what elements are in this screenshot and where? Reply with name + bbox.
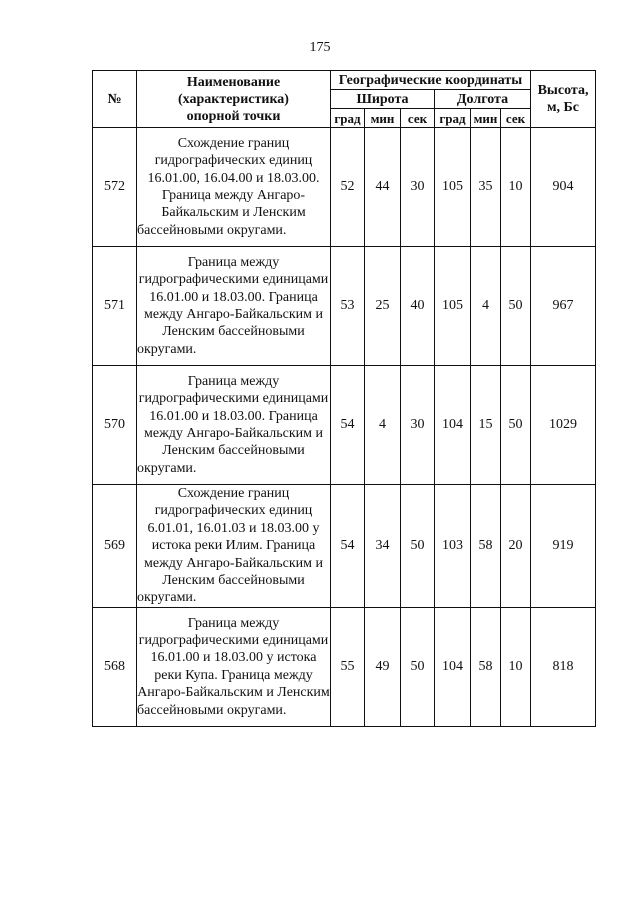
lat-min: 34 [365, 485, 401, 608]
height-value: 919 [531, 485, 596, 608]
lon-sec: 10 [501, 128, 531, 247]
lat-sec: 50 [401, 607, 435, 726]
col-header-lon-min: мин [471, 109, 501, 128]
lat-min: 44 [365, 128, 401, 247]
row-description: Граница между гидрографическими единицами 16.01.00 и 18.03.00. Граница между Ангаро-Байкальским и Ленским бассейновыми округами. [137, 366, 331, 485]
page-number: 175 [309, 40, 331, 55]
row-number: 572 [93, 128, 137, 247]
col-header-latitude: Широта [331, 90, 435, 109]
row-number: 568 [93, 607, 137, 726]
lon-deg: 104 [435, 607, 471, 726]
table-row [93, 128, 596, 247]
table-row [93, 607, 596, 726]
table-row [93, 366, 596, 485]
lat-sec: 30 [401, 128, 435, 247]
lon-deg: 104 [435, 366, 471, 485]
lon-deg: 105 [435, 247, 471, 366]
lon-sec: 10 [501, 607, 531, 726]
height-value: 967 [531, 247, 596, 366]
row-description: Граница между гидрографическими единицами 16.01.00 и 18.03.00. Граница между Ангаро-Байкальским и Ленским бассейновыми округами. [137, 247, 331, 366]
col-header-longitude: Долгота [435, 90, 531, 109]
col-header-name-line1: Наименование [186, 74, 281, 90]
lat-deg: 54 [331, 366, 365, 485]
col-header-lon-deg: град [435, 109, 471, 128]
lon-min: 35 [471, 128, 501, 247]
col-header-geo: Географические координаты [331, 71, 531, 90]
lat-sec: 50 [401, 485, 435, 608]
lat-deg: 55 [331, 607, 365, 726]
lat-sec: 30 [401, 366, 435, 485]
col-header-height-line2: м, Бс [547, 100, 580, 115]
col-header-name-line2: (характеристика) [178, 91, 289, 107]
lat-deg: 53 [331, 247, 365, 366]
lat-min: 25 [365, 247, 401, 366]
col-header-lat-deg: град [331, 109, 365, 128]
row-description: Граница между гидрографическими единицами 16.01.00 и 18.03.00 у истока реки Купа. Граница между Ангаро-Байкальским и Ленским бассейновыми округами. [137, 607, 331, 726]
lon-sec: 20 [501, 485, 531, 608]
lat-min: 49 [365, 607, 401, 726]
height-value: 818 [531, 607, 596, 726]
table-row [93, 247, 596, 366]
row-description: Схождение границ гидрографических единиц 6.01.01, 16.01.03 и 18.03.00 у истока реки Илим. Граница между Ангаро-Байкальским и Ленским бассейновыми округами. [137, 485, 331, 608]
col-header-lon-sec: сек [501, 109, 531, 128]
lon-sec: 50 [501, 247, 531, 366]
lon-min: 58 [471, 485, 501, 608]
row-number: 570 [93, 366, 137, 485]
lon-deg: 103 [435, 485, 471, 608]
lat-deg: 54 [331, 485, 365, 608]
col-header-number: № [93, 71, 137, 128]
col-header-lat-sec: сек [401, 109, 435, 128]
col-header-lat-min: мин [365, 109, 401, 128]
reference-points-table [92, 70, 596, 727]
lat-sec: 40 [401, 247, 435, 366]
lon-min: 58 [471, 607, 501, 726]
height-value: 1029 [531, 366, 596, 485]
lon-deg: 105 [435, 128, 471, 247]
lon-min: 4 [471, 247, 501, 366]
lat-deg: 52 [331, 128, 365, 247]
table-row [93, 485, 596, 608]
col-header-name-line3: опорной точки [186, 108, 281, 124]
col-header-height [531, 71, 596, 128]
row-number: 571 [93, 247, 137, 366]
col-header-name [137, 71, 331, 128]
lat-min: 4 [365, 366, 401, 485]
lon-min: 15 [471, 366, 501, 485]
col-header-height-line1: Высота, [537, 83, 589, 98]
row-description: Схождение границ гидрографических единиц 16.01.00, 16.04.00 и 18.03.00. Граница между Ангаро-Байкальским и Ленским бассейновыми округами. [137, 128, 331, 247]
lon-sec: 50 [501, 366, 531, 485]
row-number: 569 [93, 485, 137, 608]
height-value: 904 [531, 128, 596, 247]
